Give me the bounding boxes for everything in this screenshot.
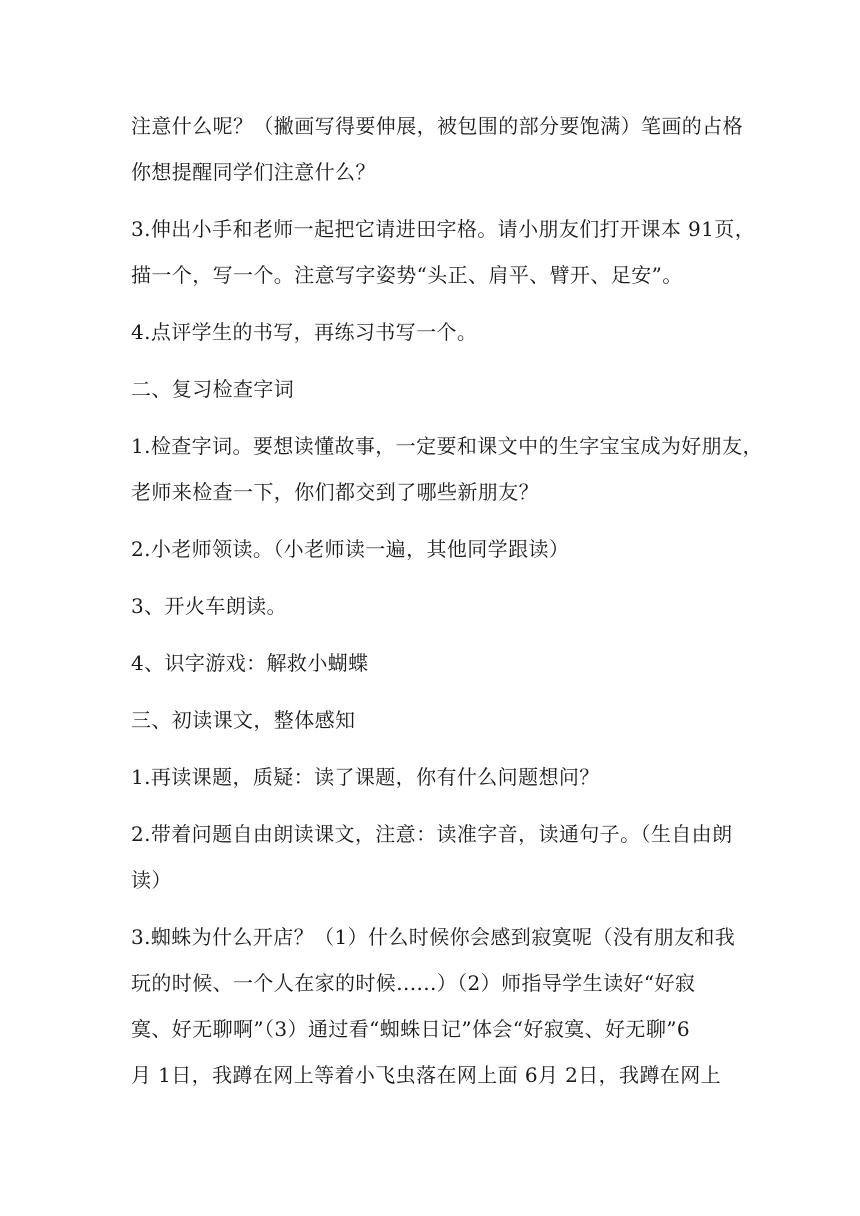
paragraph [131, 309, 739, 355]
text-line: 2.带着问题自由朗读课文，注意：读准字音，读通句子。（生自由朗 [131, 822, 733, 846]
text-line: 2.小老师领读。（小老师读一遍，其他同学跟读） [131, 537, 570, 561]
text-line: 描一个，写一个。注意写字姿势“头正、肩平、臂开、足安”。 [131, 263, 683, 287]
text-line: 3.蜘蛛为什么开店？（1）什么时候你会感到寂寞呢（没有朋友和我 [131, 925, 736, 949]
section-heading [131, 366, 739, 412]
text-line: 3、开火车朗读。 [131, 594, 287, 618]
paragraph [131, 754, 739, 800]
paragraph [131, 583, 739, 629]
text-line: 玩的时候、一个人在家的时候......）（2）师指导学生读好“好寂 [131, 971, 696, 995]
text-line: 读） [131, 868, 172, 892]
paragraph [131, 640, 739, 686]
paragraph [131, 811, 739, 903]
section-heading [131, 697, 739, 743]
text-line: 三、初读课文，整体感知 [131, 708, 356, 732]
text-line: 3.伸出小手和老师一起把它请进田字格。请小朋友们打开课本 91页， [131, 217, 756, 241]
document-body [131, 103, 763, 1098]
paragraph [131, 914, 739, 1098]
text-line: 4、识字游戏：解救小蝴蝶 [131, 651, 369, 675]
text-line: 1.检查字词。要想读懂故事，一定要和课文中的生字宝宝成为好朋友， [131, 434, 763, 458]
text-line: 4.点评学生的书写，再练习书写一个。 [131, 320, 478, 344]
text-line: 你想提醒同学们注意什么？ [131, 160, 376, 184]
text-line: 1.再读课题，质疑：读了课题，你有什么问题想问？ [131, 765, 600, 789]
text-line: 月 1日，我蹲在网上等着小飞虫落在网上面 6月 2日，我蹲在网上 [131, 1063, 722, 1087]
text-line: 二、复习检查字词 [131, 377, 295, 401]
text-line: 寞、好无聊啊”（3）通过看“蜘蛛日记”体会“好寂寞、好无聊”6 [131, 1017, 690, 1041]
paragraph [131, 423, 763, 515]
paragraph [131, 526, 739, 572]
text-line: 老师来检查一下，你们都交到了哪些新朋友？ [131, 480, 539, 504]
text-line: 注意什么呢？（撇画写得要伸展，被包围的部分要饱满）笔画的占格 [131, 114, 743, 138]
paragraph [131, 206, 756, 298]
paragraph [131, 103, 743, 195]
